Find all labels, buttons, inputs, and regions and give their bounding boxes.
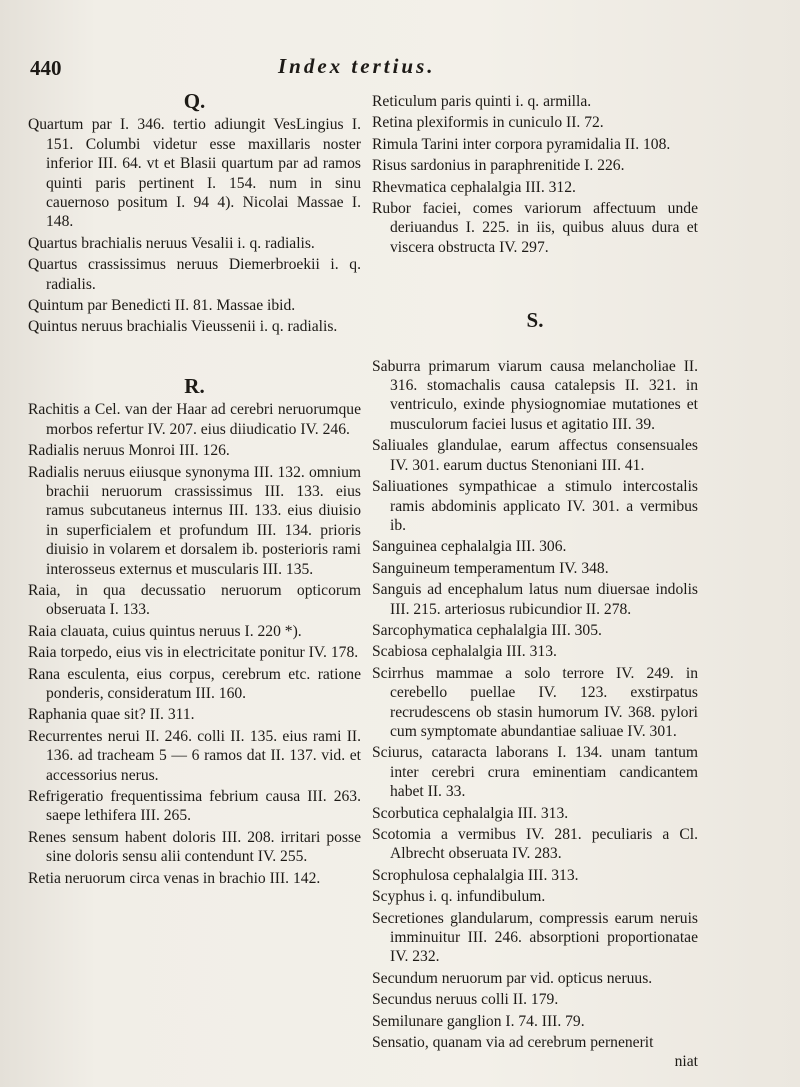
index-entry: Scabiosa cephalalgia III. 313. [372,643,557,661]
index-entry: Rana esculenta, eius corpus, cerebrum etc. ratione ponderis, consideratum III. 160. [28,665,361,702]
left-column [28,89,361,890]
index-entry: Quartum par I. 346. tertio adiungit VesLingius I. 151. Columbi videtur esse maxillaris noster inferior III. 64. vt et Blasii quartum par ad ramos quinti paris pertinent I. 154. num in sinu cauernoso positum I. 94 4). Nicolai Massae I. 148. [28,116,361,231]
section-letter-q: Q. [183,89,206,113]
index-entry: Radialis neruus eiiusque synonyma III. 132. omnium brachii neruorum crassissimus III. 133. eius ramus subcutaneus internus III. 133. eius diuisio in superficialem et profundum III. 134. prioris diuisio in volarem et dorsalem ib. posterioris rami interosseus externus et muscularis III. 135. [28,463,361,578]
index-entry: Saliuationes sympathicae a stimulo intercostalis ramis abdominis applicato IV. 301. a vermibus ib. [372,478,698,534]
index-entry: Sarcophymatica cephalalgia III. 305. [372,621,602,639]
index-entry: Scrophulosa cephalalgia III. 313. [372,866,579,884]
index-entry: Semilunare ganglion I. 74. III. 79. [372,1012,585,1030]
index-entry: Radialis neruus Monroi III. 126. [28,442,230,460]
index-entry: Rhevmatica cephalalgia III. 312. [372,178,576,196]
index-entry: Saliuales glandulae, earum affectus consensuales IV. 301. earum ductus Stenoniani III. 41. [372,437,698,474]
index-entry: Secundum neruorum par vid. opticus neruus. [372,969,653,987]
index-entry: Raia clauata, cuius quintus neruus I. 220 *). [28,622,302,640]
index-entry: Renes sensum habent doloris III. 208. irritari posse sine doloris sensu alii contendunt IV. 255. [28,828,361,866]
index-entry: Quintus neruus brachialis Vieussenii i. q. radialis. [28,318,338,336]
running-head [0,52,800,82]
index-entry: Quartus crassissimus neruus Diemerbroekii i. q. radialis. [28,256,361,293]
index-entry: Scorbutica cephalalgia III. 313. [372,804,569,822]
index-entry: Quintum par Benedicti II. 81. Massae ibid. [28,297,296,315]
index-entry: Scyphus i. q. infundibulum. [372,888,546,906]
index-entry: Rachitis a Cel. van der Haar ad cerebri neruorumque morbos refertur IV. 207. eius diiudicatio IV. 246. [28,401,361,438]
running-title: Index tertius. [278,54,436,78]
index-entry: Rubor faciei, comes variorum affectuum unde deriuandus I. 225. in iis, quibus aluus dura et viscera obstructa IV. 297. [372,200,698,256]
index-entry: Scirrhus mammae a solo terrore IV. 249. in cerebello puellae IV. 123. exstirpatus recrudescens ob stasin humorum IV. 368. pylori cum symptomate abundantiae saliuae IV. 301. [372,664,698,740]
index-entry: Sanguis ad encephalum latus num diuersae indolis III. 215. arteriosus rubicundior II. 278. [372,581,698,618]
index-entry: Sanguinea cephalalgia III. 306. [372,538,567,556]
index-entry: Secretiones glandularum, compressis earum neruis imminuitur III. 246. absorptioni proportionatae IV. 232. [372,909,698,966]
index-entry: Rimula Tarini inter corpora pyramidalia II. 108. [372,135,671,153]
index-entry: Retina plexiformis in cuniculo II. 72. [372,114,604,132]
index-entry: Raphania quae sit? II. 311. [28,706,195,724]
index-entry: Reticulum paris quinti i. q. armilla. [372,93,592,110]
section-letter-r: R. [184,373,205,398]
index-entry: Sciurus, cataracta laborans I. 134. unam tantum inter cerebri crura eminentiam candicantem habet II. 33. [372,744,698,801]
index-entry: Sanguineum temperamentum IV. 348. [372,559,609,577]
index-entry: Raia, in qua decussatio neruorum opticorum obseruata I. 133. [28,581,361,619]
catchword: niat [674,1053,698,1071]
index-entry: Scotomia a vermibus IV. 281. peculiaris a Cl. Albrecht obseruata IV. 283. [372,826,698,863]
index-entry: Recurrentes nerui II. 246. colli II. 135. eius rami II. 136. ad tracheam 5 — 6 ramos dat II. 137. vid. et accessorius nerus. [28,727,361,784]
index-entry: Refrigeratio frequentissima febrium causa III. 263. saepe lethifera III. 265. [28,788,361,825]
right-column [372,92,698,1074]
index-entry: Raia torpedo, eius vis in electricitate ponitur IV. 178. [28,644,359,662]
section-letter-s: S. [526,308,544,333]
index-entry: Quartus brachialis neruus Vesalii i. q. radialis. [28,234,315,252]
index-entry: Retia neruorum circa venas in brachio III. 142. [28,869,321,887]
index-entry: Saburra primarum viarum causa melancholiae II. 316. stomachalis causa catalepsis II. 321. in ventriculo, exinde physiognomiae mutationes et musculorum faciei lusus et agitatio III. 39. [372,357,698,433]
index-entry: Secundus neruus colli II. 179. [372,991,559,1009]
index-entry: Sensatio, quanam via ad cerebrum pernenerit [372,1034,654,1052]
page-number: 440 [30,56,62,80]
index-entry: Risus sardonius in paraphrenitide I. 226. [372,157,625,175]
